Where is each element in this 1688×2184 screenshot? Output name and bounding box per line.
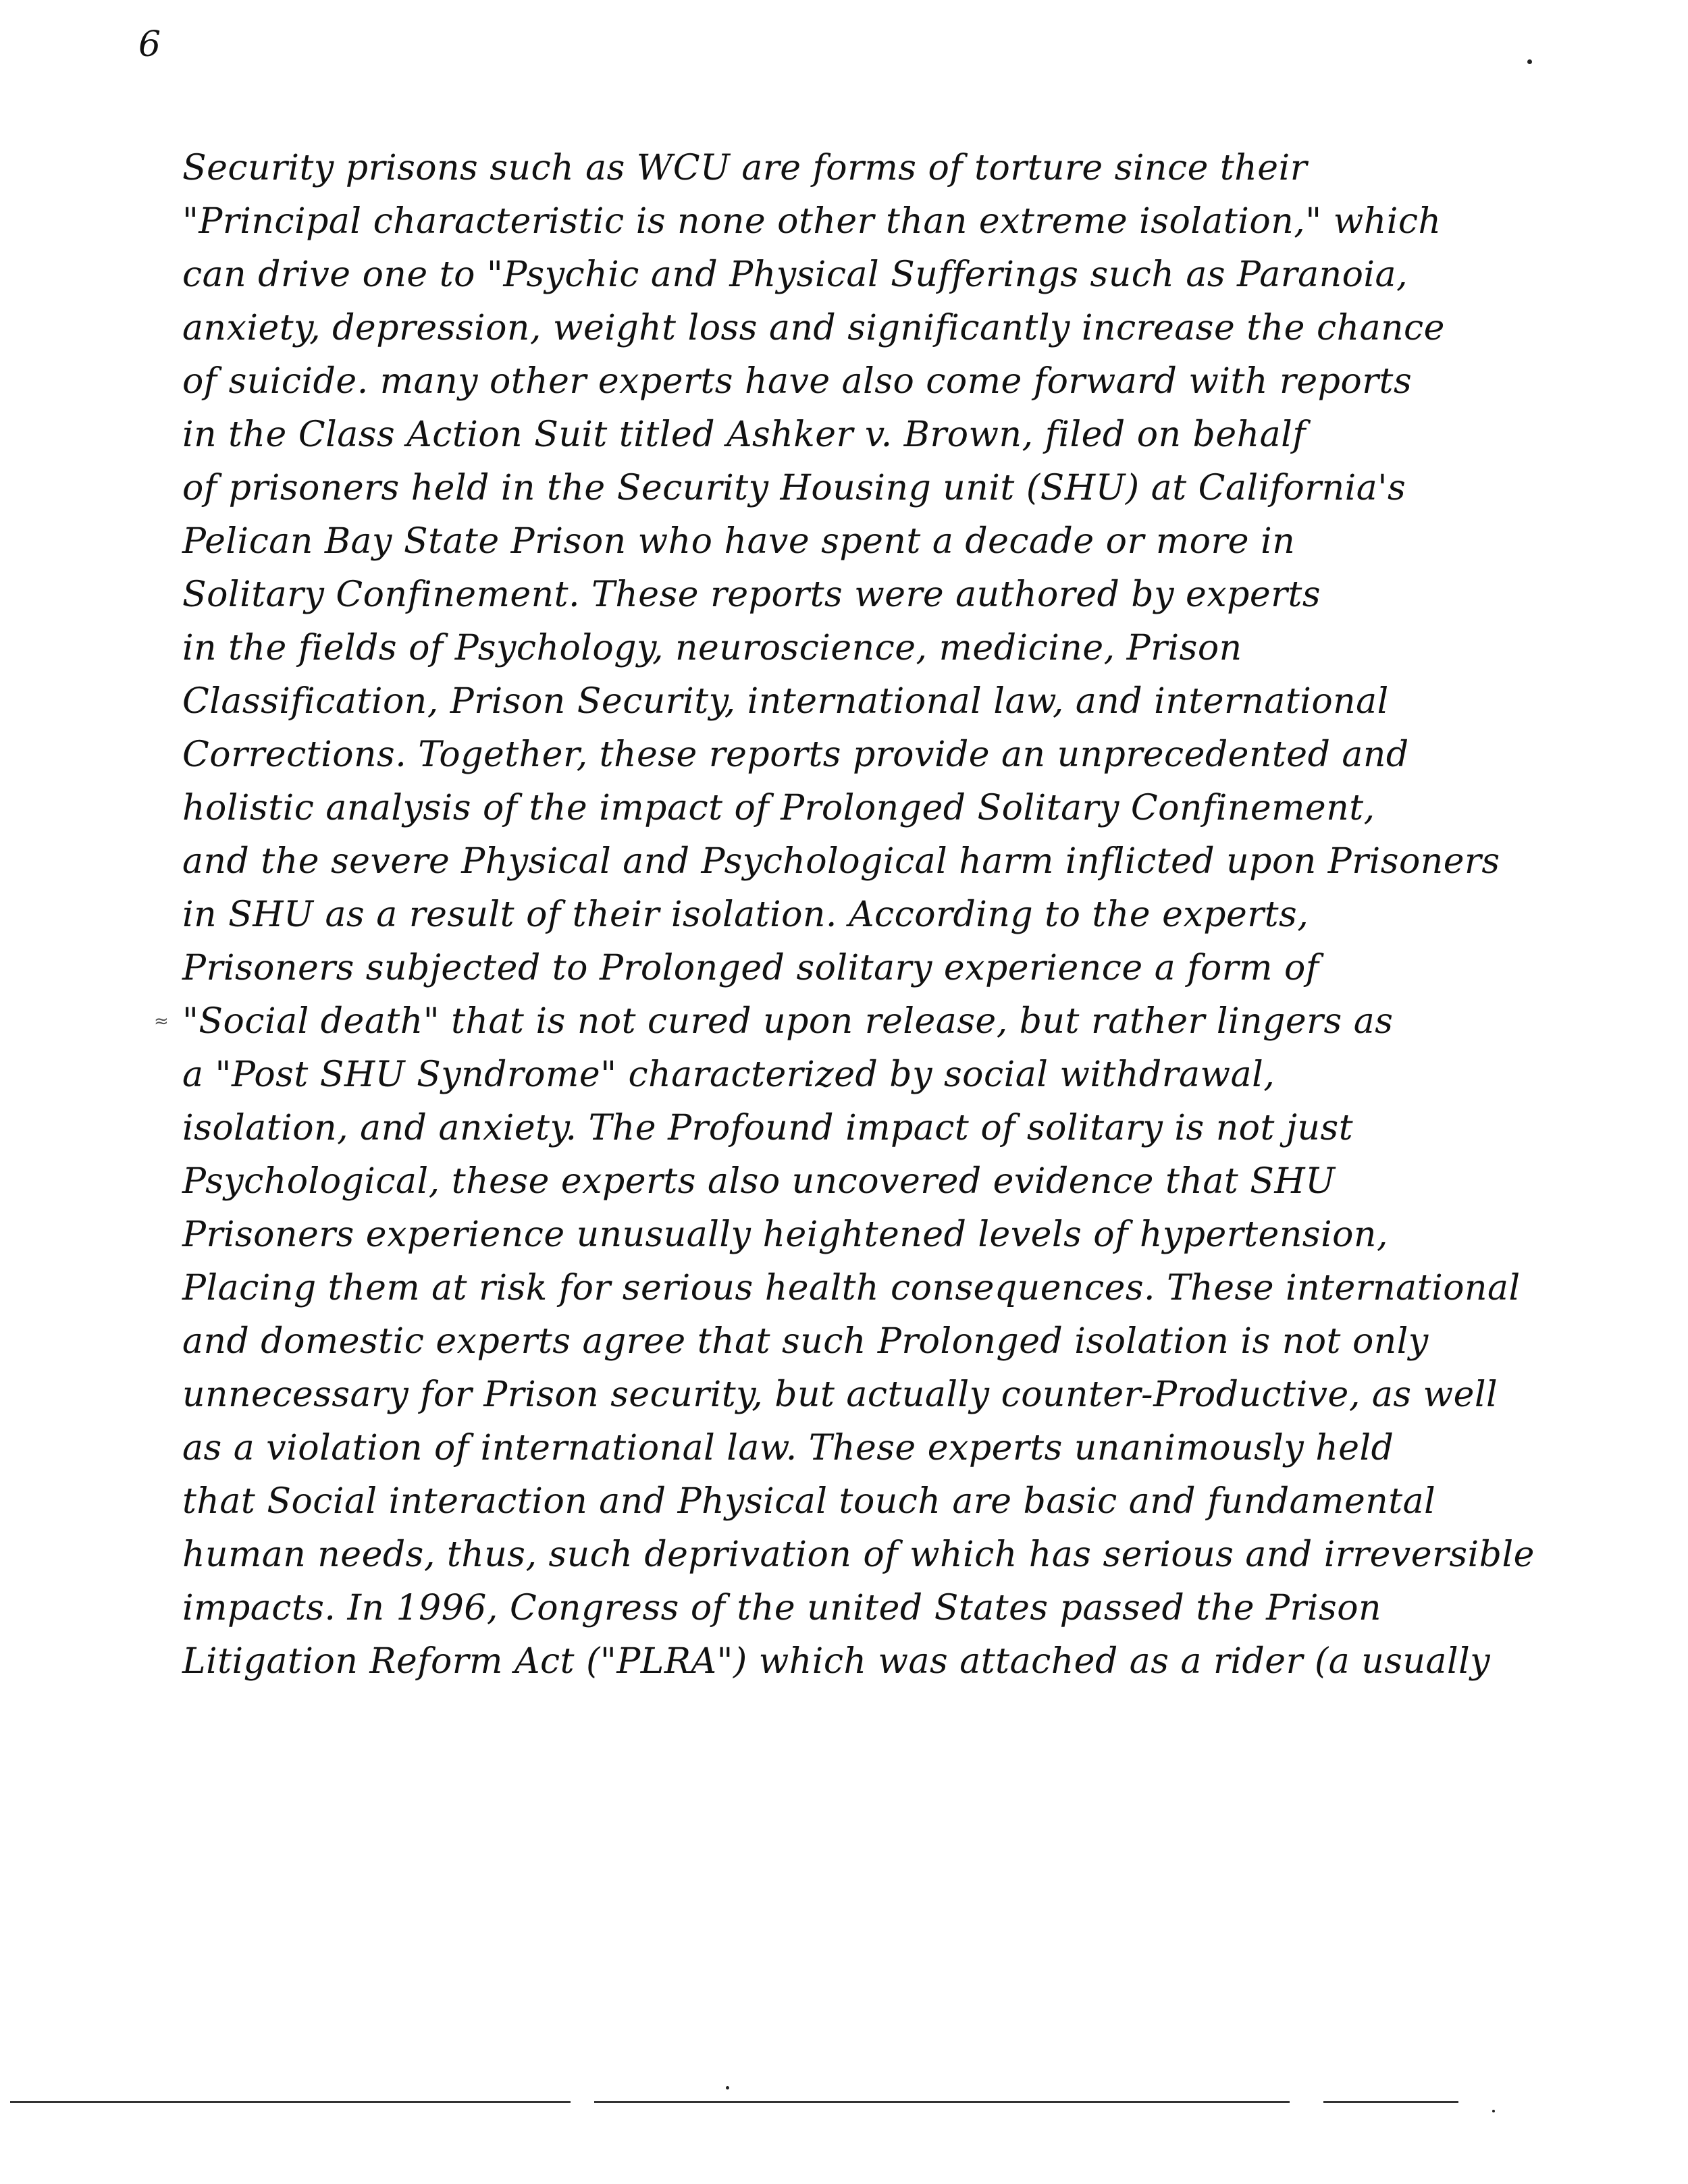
- text-line: in SHU as a result of their isolation. According to the experts,: [182, 895, 1309, 935]
- text-line: of prisoners held in the Security Housing unit (SHU) at California's: [182, 468, 1406, 508]
- text-line: and the severe Physical and Psychological harm inflicted upon Prisoners: [182, 841, 1500, 882]
- text-line: Placing them at risk for serious health consequences. These international: [182, 1268, 1521, 1308]
- text-line: and domestic experts agree that such Prolonged isolation is not only: [182, 1321, 1429, 1362]
- text-line: of suicide. many other experts have also come forward with reports: [182, 361, 1413, 402]
- footer-rule: [594, 2101, 1290, 2103]
- footer-rule: [10, 2101, 571, 2103]
- text-line: Litigation Reform Act ("PLRA") which was attached as a rider (a usually: [182, 1641, 1491, 1682]
- text-line: anxiety, depression, weight loss and significantly increase the chance: [182, 308, 1445, 348]
- footer-rule: [1323, 2101, 1458, 2103]
- text-line: Solitary Confinement. These reports were authored by experts: [182, 575, 1321, 615]
- text-line: Pelican Bay State Prison who have spent a decade or more in: [182, 521, 1296, 562]
- text-line: holistic analysis of the impact of Prolonged Solitary Confinement,: [182, 788, 1375, 828]
- text-line: in the fields of Psychology, neuroscience, medicine, Prison: [182, 628, 1242, 668]
- text-line: in the Class Action Suit titled Ashker v. Brown, filed on behalf: [182, 415, 1306, 455]
- scan-speck: [1527, 59, 1532, 64]
- text-line: impacts. In 1996, Congress of the united States passed the Prison: [182, 1588, 1382, 1628]
- text-line: human needs, thus, such deprivation of which has serious and irreversible: [182, 1535, 1535, 1575]
- text-line: Psychological, these experts also uncovered evidence that SHU: [182, 1161, 1336, 1202]
- text-line: unnecessary for Prison security, but actually counter-Productive, as well: [182, 1375, 1498, 1415]
- page-number: 6: [138, 24, 161, 65]
- text-line: "Principal characteristic is none other than extreme isolation," which: [182, 201, 1442, 242]
- text-line: isolation, and anxiety. The Profound impact of solitary is not just: [182, 1108, 1354, 1148]
- handwritten-paragraph: [182, 142, 1627, 1688]
- text-line: Prisoners experience unusually heightened levels of hypertension,: [182, 1215, 1388, 1255]
- scan-speck: [1492, 2110, 1495, 2112]
- text-line: Prisoners subjected to Prolonged solitary experience a form of: [182, 948, 1319, 988]
- text-line: Classification, Prison Security, international law, and international: [182, 681, 1389, 722]
- text-line: a "Post SHU Syndrome" characterized by social withdrawal,: [182, 1055, 1275, 1095]
- text-line: can drive one to "Psychic and Physical Sufferings such as Paranoia,: [182, 255, 1408, 295]
- text-line: Corrections. Together, these reports provide an unprecedented and: [182, 735, 1409, 775]
- scan-speck: [726, 2086, 729, 2089]
- text-line: as a violation of international law. These experts unanimously held: [182, 1428, 1394, 1468]
- margin-mark: ≈: [154, 1011, 170, 1032]
- text-line: Security prisons such as WCU are forms of torture since their: [182, 148, 1308, 188]
- text-line: that Social interaction and Physical touch are basic and fundamental: [182, 1481, 1436, 1522]
- text-line: "Social death" that is not cured upon release, but rather lingers as: [182, 1001, 1394, 1042]
